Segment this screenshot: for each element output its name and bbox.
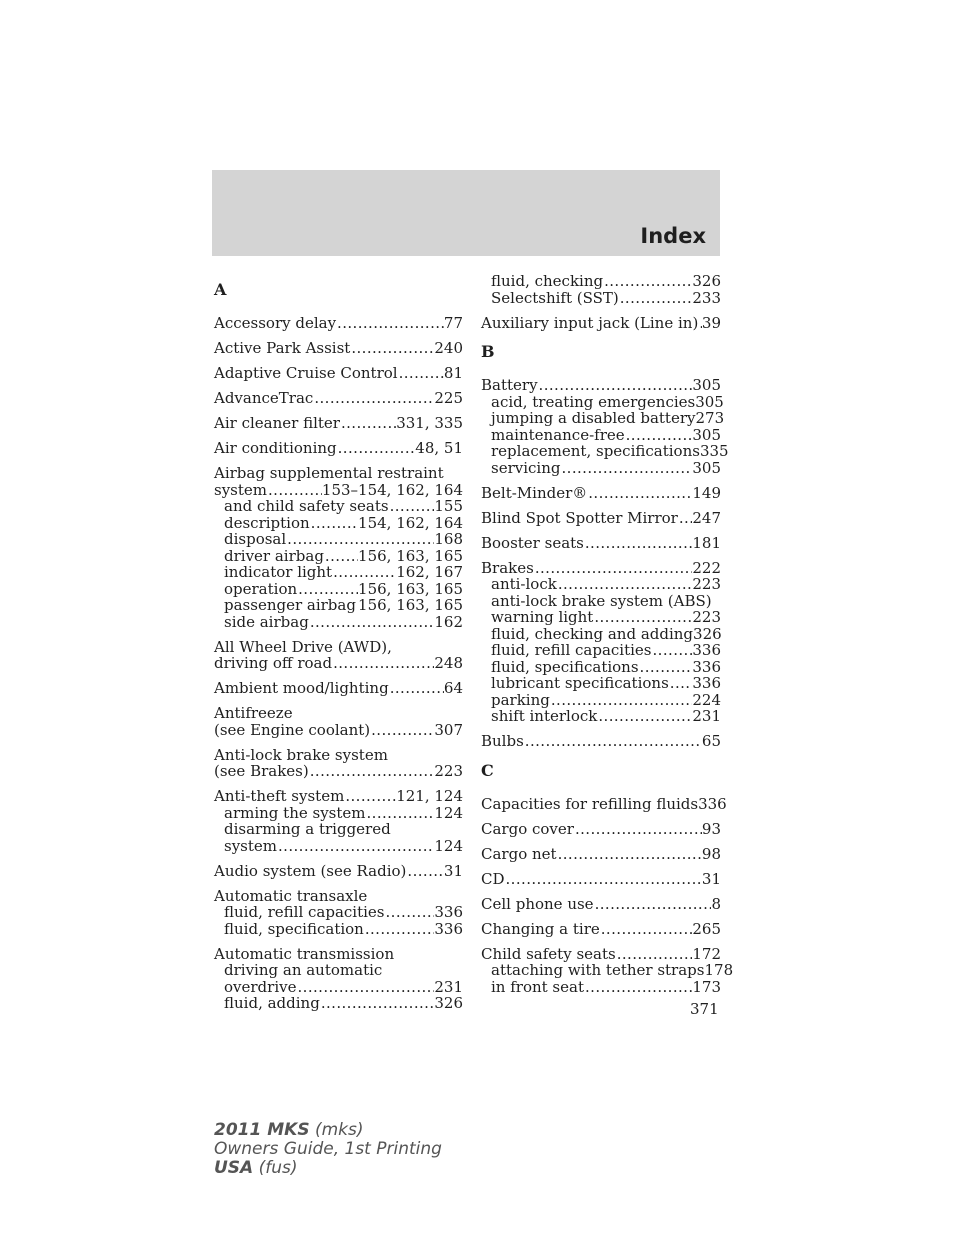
entry-page-ref: 305: [692, 458, 721, 477]
entry-page-ref: 335: [699, 442, 729, 460]
entry-page-ref: 223: [434, 762, 463, 780]
index-column-right: [481, 272, 734, 1004]
index-entry: [481, 560, 721, 725]
dot-leader: [600, 921, 693, 938]
dot-leader: [505, 871, 702, 888]
index-subentry-line: [481, 460, 721, 477]
entry-page-ref: 155: [434, 497, 463, 515]
index-entry: [214, 315, 463, 332]
entry-term: Auxiliary input jack (Line in): [481, 313, 699, 332]
entry-term: disarming a triggered: [224, 820, 391, 838]
entry-term: Audio system (see Radio): [214, 861, 407, 880]
entry-term: warning light: [491, 608, 594, 626]
dot-leader: [267, 482, 322, 499]
dot-leader: [669, 675, 693, 692]
dot-leader: [332, 564, 396, 581]
footer-guide: Owners Guide, 1st Printing: [214, 1139, 442, 1159]
entry-page-ref: 173: [692, 977, 721, 996]
entry-term: Brakes: [481, 558, 534, 577]
entry-term: acid, treating emergencies: [491, 392, 696, 411]
entry-term: anti-lock brake system (ABS): [491, 591, 712, 610]
dot-leader: [344, 788, 396, 805]
dot-leader: [286, 531, 434, 548]
footer-market: USA: [214, 1158, 254, 1178]
dot-leader: [557, 846, 702, 863]
print-footer: [214, 1121, 442, 1178]
entry-term: side airbag: [224, 612, 309, 631]
entry-page-ref: 247: [692, 508, 721, 527]
dot-leader: [320, 995, 435, 1012]
entry-term: Adaptive Cruise Control: [214, 364, 398, 382]
entry-page-ref: 240: [434, 339, 463, 357]
index-entry-line: [481, 733, 721, 750]
dot-leader: [398, 365, 444, 382]
entry-page-ref: 223: [692, 575, 721, 593]
entry-term: operation: [224, 579, 298, 598]
entry-term: fluid, adding: [224, 994, 320, 1012]
index-entry-line: [214, 639, 463, 656]
index-entry: [214, 440, 463, 457]
index-entry: [481, 846, 721, 863]
index-entry-line: [481, 946, 721, 963]
index-entry: [481, 896, 721, 913]
index-entry: [214, 747, 463, 780]
index-entry-line: [214, 722, 463, 739]
entry-page-ref: 31: [701, 869, 721, 888]
index-subentry-line: [214, 564, 463, 581]
entry-term: fluid, refill capacities: [224, 903, 385, 921]
entry-term: Cargo net: [481, 844, 557, 863]
entry-term: attaching with tether straps: [491, 961, 705, 979]
entry-term: arming the system: [224, 803, 366, 822]
entry-term: jumping a disabled battery: [491, 409, 696, 427]
index-entry-line: [214, 415, 463, 432]
entry-term: AdvanceTrac: [214, 389, 314, 407]
index-entry-line: [214, 482, 463, 499]
dot-leader: [587, 485, 692, 502]
entry-page-ref: 233: [692, 288, 721, 307]
dot-leader: [385, 904, 435, 921]
dot-leader: [574, 821, 702, 838]
index-subentry-line: [214, 995, 463, 1012]
dot-leader: [340, 415, 396, 432]
entry-page-ref: 98: [701, 844, 721, 863]
entry-page-ref: 223: [692, 608, 721, 626]
index-entry: [481, 921, 721, 938]
entry-page-ref: 305: [692, 376, 721, 394]
entry-page-ref: 231: [434, 977, 463, 996]
entry-term: Air cleaner filter: [214, 414, 340, 432]
index-subentry-line: [214, 805, 463, 822]
dot-leader: [616, 946, 693, 963]
entry-term: Accessory delay: [214, 314, 337, 332]
index-entry-line: [214, 946, 463, 963]
entry-page-ref: 64: [443, 679, 463, 697]
index-letter-heading: C: [481, 760, 494, 780]
index-entry: [481, 315, 721, 332]
entry-page-ref: 225: [434, 389, 463, 407]
entry-term: Automatic transmission: [214, 944, 395, 963]
entry-page-ref: 124: [434, 836, 463, 855]
index-entry: [214, 465, 463, 630]
entry-page-ref: 162: [434, 612, 463, 631]
entry-page-ref: 124: [434, 803, 463, 822]
dot-leader: [297, 581, 358, 598]
section-tab: [212, 170, 720, 256]
index-entry-line: [214, 390, 463, 407]
index-entry: [214, 863, 463, 880]
index-entry: [214, 705, 463, 738]
index-subentry-line: [481, 961, 734, 979]
entry-term: (see Engine coolant): [214, 720, 371, 739]
entry-term: Child safety seats: [481, 944, 616, 963]
dot-leader: [309, 763, 435, 780]
entry-page-ref: 162, 167: [396, 563, 463, 581]
entry-term: servicing: [491, 458, 561, 477]
entry-term: system: [214, 480, 267, 499]
dot-leader: [337, 440, 416, 457]
index-entry: [214, 946, 463, 1012]
entry-page-ref: 39: [701, 313, 721, 332]
index-entry-line: [481, 485, 721, 502]
index-entry-line: [214, 888, 463, 905]
index-entry-line: [214, 315, 463, 332]
dot-leader: [313, 390, 434, 407]
entry-term: Anti-lock brake system: [214, 745, 388, 764]
dot-leader: [550, 692, 692, 709]
index-entry-line: [481, 560, 721, 577]
entry-term: Battery: [481, 376, 538, 394]
entry-term: Ambient mood/lighting: [214, 679, 389, 697]
entry-term: fluid, specification: [224, 919, 364, 938]
dot-leader: [389, 680, 444, 697]
dot-leader: [639, 659, 693, 676]
index-entry: [214, 340, 463, 357]
index-letter-heading: A: [214, 280, 227, 299]
index-entry: [481, 794, 727, 813]
dot-leader: [560, 460, 692, 477]
dot-leader: [698, 315, 702, 332]
index-entry-line: [481, 846, 721, 863]
index-entry-line: [214, 680, 463, 697]
entry-term: Bulbs: [481, 732, 524, 750]
entry-term: (see Brakes): [214, 762, 309, 780]
index-subentry-line: [481, 290, 721, 307]
index-entry: [214, 365, 463, 382]
dot-leader: [336, 315, 444, 332]
entry-page-ref: 336: [692, 641, 721, 659]
entry-page-ref: 336: [692, 674, 721, 692]
index-subentry-line: [214, 597, 463, 614]
index-entry-line: [481, 896, 721, 913]
dot-leader: [309, 614, 435, 631]
dot-leader: [356, 597, 358, 614]
entry-page-ref: 154, 162, 164: [358, 513, 463, 532]
index-entry: [214, 788, 463, 854]
entry-page-ref: 231: [692, 707, 721, 725]
dot-leader: [370, 722, 434, 739]
index-subentry-line: [214, 498, 463, 515]
entry-term: Belt-Minder®: [481, 483, 588, 502]
index-entry-line: [214, 465, 463, 482]
index-entry: [481, 871, 721, 888]
entry-page-ref: 168: [434, 530, 463, 548]
index-subentry-line: [214, 581, 463, 598]
index-entry: [481, 944, 734, 996]
dot-leader: [538, 377, 693, 394]
entry-term: Capacities for refilling fluids: [481, 794, 699, 813]
entry-term: disposal: [224, 530, 287, 548]
index-subentry-line: [481, 692, 721, 709]
index-entry-line: [481, 377, 721, 394]
footer-model: 2011 MKS: [214, 1120, 310, 1140]
index-entry-line: [481, 510, 721, 527]
entry-term: CD: [481, 869, 505, 888]
dot-leader: [619, 290, 693, 307]
dot-leader: [350, 340, 434, 357]
entry-term: replacement, specifications: [491, 442, 700, 460]
entry-term: Cell phone use: [481, 894, 594, 913]
index-entry: [481, 733, 721, 750]
entry-page-ref: 48, 51: [415, 439, 463, 457]
entry-page-ref: 326: [692, 272, 721, 290]
entry-term: lubricant specifications: [491, 674, 669, 692]
index-subentry-line: [481, 626, 721, 643]
dot-leader: [364, 921, 435, 938]
index-entry-line: [214, 655, 463, 672]
index-entry-line: [481, 821, 721, 838]
entry-page-ref: 326: [693, 624, 722, 643]
entry-page-ref: 305: [695, 392, 724, 411]
entry-page-ref: 181: [692, 533, 721, 552]
entry-page-ref: 149: [692, 483, 721, 502]
dot-leader: [389, 498, 435, 515]
dot-leader: [594, 896, 712, 913]
index-entry-line: [214, 365, 463, 382]
dot-leader: [593, 609, 692, 626]
entry-term: Anti-theft system: [214, 787, 345, 805]
dot-leader: [406, 863, 444, 880]
index-subentry-line: [481, 576, 721, 593]
entry-term: in front seat: [491, 977, 584, 996]
dot-leader: [534, 560, 693, 577]
index-subentry-line: [481, 442, 729, 460]
index-entry: [214, 680, 463, 697]
entry-term: Blind Spot Spotter Mirror: [481, 508, 678, 527]
index-entry: [481, 273, 721, 306]
index-entry-line: [214, 340, 463, 357]
dot-leader: [584, 535, 692, 552]
entry-term: fluid, refill capacities: [491, 641, 652, 659]
entry-page-ref: 156, 163, 165: [358, 579, 463, 598]
index-subentry-line: [481, 427, 721, 444]
index-entry: [481, 535, 721, 552]
entry-page-ref: 305: [692, 425, 721, 444]
index-entry-line: [214, 763, 463, 780]
entry-term: Booster seats: [481, 533, 584, 552]
entry-page-ref: 156, 163, 165: [358, 546, 463, 565]
index-entry-line: [481, 921, 721, 938]
entry-page-ref: 172: [692, 944, 721, 963]
entry-page-ref: 265: [692, 919, 721, 938]
entry-term: driving off road: [214, 654, 333, 672]
entry-term: Selectshift (SST): [491, 288, 619, 307]
index-entry-line: [214, 440, 463, 457]
index-entry-line: [214, 788, 463, 805]
dot-leader: [557, 576, 693, 593]
index-subentry-line: [214, 821, 463, 838]
index-entry: [214, 415, 463, 432]
index-entry: [481, 510, 721, 527]
index-subentry-line: [214, 515, 463, 532]
entry-term: Airbag supplemental restraint: [214, 464, 444, 482]
entry-term: Active Park Assist: [214, 339, 351, 357]
entry-page-ref: 93: [701, 819, 721, 838]
entry-page-ref: 178: [704, 961, 734, 979]
index-subentry-line: [214, 904, 463, 921]
entry-term: driving an automatic: [224, 961, 383, 979]
index-entry-line: [481, 794, 727, 813]
entry-term: overdrive: [224, 977, 297, 996]
index-subentry-line: [481, 409, 725, 427]
page-number: 371: [690, 1000, 719, 1018]
index-entry-line: [214, 747, 463, 764]
index-subentry-line: [214, 838, 463, 855]
entry-page-ref: 336: [698, 794, 727, 813]
index-subentry-line: [214, 921, 463, 938]
dot-leader: [324, 548, 358, 565]
entry-term: and child safety seats: [224, 497, 389, 515]
index-subentry-line: [481, 708, 721, 725]
dot-leader: [332, 655, 434, 672]
entry-term: shift interlock: [491, 707, 598, 725]
entry-term: parking: [491, 690, 550, 709]
index-entry-line: [481, 315, 721, 332]
dot-leader: [310, 515, 358, 532]
entry-page-ref: 248: [434, 654, 463, 672]
entry-page-ref: 77: [443, 314, 463, 332]
entry-term: Changing a tire: [481, 919, 600, 938]
index-entry-line: [481, 871, 721, 888]
index-subentry-line: [481, 675, 721, 692]
index-entry: [214, 390, 463, 407]
dot-leader: [603, 273, 692, 290]
dot-leader: [296, 979, 434, 996]
entry-term: indicator light: [224, 563, 333, 581]
entry-term: Cargo cover: [481, 819, 574, 838]
entry-page-ref: 31: [443, 861, 463, 880]
entry-page-ref: 121, 124: [396, 787, 463, 805]
dot-leader: [597, 708, 692, 725]
entry-page-ref: 81: [443, 364, 463, 382]
entry-page-ref: 273: [695, 409, 725, 427]
entry-term: All Wheel Drive (AWD),: [214, 637, 392, 656]
entry-term: fluid, checking: [491, 272, 604, 290]
footer-market-code: (fus): [258, 1158, 298, 1178]
entry-term: fluid, specifications: [491, 657, 639, 676]
index-column-left: [214, 275, 463, 1020]
entry-term: driver airbag: [224, 546, 324, 565]
footer-model-code: (mks): [314, 1120, 364, 1140]
index-subentry-line: [214, 614, 463, 631]
dot-leader: [277, 838, 434, 855]
dot-leader: [584, 979, 692, 996]
index-subentry-line: [481, 659, 721, 676]
entry-page-ref: 8: [711, 894, 721, 913]
entry-page-ref: 336: [692, 657, 721, 676]
index-subentry-line: [214, 962, 463, 979]
entry-term: Antifreeze: [214, 704, 293, 722]
index-entry: [481, 821, 721, 838]
entry-term: system: [224, 836, 277, 855]
dot-leader: [625, 427, 693, 444]
index-entry-line: [481, 535, 721, 552]
section-title: Index: [640, 224, 706, 248]
index-subentry-line: [214, 531, 463, 548]
index-subentry-line: [481, 609, 721, 626]
entry-page-ref: 336: [434, 919, 463, 938]
index-subentry-line: [481, 642, 721, 659]
entry-term: Air conditioning: [214, 439, 337, 457]
dot-leader: [678, 510, 693, 527]
entry-term: Automatic transaxle: [214, 886, 368, 905]
entry-page-ref: 65: [701, 732, 721, 750]
entry-page-ref: 336: [434, 903, 463, 921]
entry-page-ref: 153–154, 162, 164: [321, 480, 463, 499]
index-subentry-line: [214, 979, 463, 996]
entry-term: description: [224, 513, 310, 532]
entry-page-ref: 222: [692, 558, 721, 577]
dot-leader: [652, 642, 693, 659]
index-entry: [481, 485, 721, 502]
index-letter-heading: B: [481, 342, 495, 361]
entry-term: maintenance-free: [491, 425, 625, 444]
entry-page-ref: 224: [692, 690, 721, 709]
index-subentry-line: [481, 979, 721, 996]
entry-page-ref: 326: [434, 994, 463, 1012]
entry-term: passenger airbag: [224, 596, 356, 614]
dot-leader: [524, 733, 702, 750]
index-entry-line: [214, 863, 463, 880]
entry-page-ref: 331, 335: [396, 414, 463, 432]
index-subentry-line: [481, 273, 721, 290]
index-entry: [481, 376, 729, 477]
entry-term: anti-lock: [491, 575, 557, 593]
index-entry-line: [214, 705, 463, 722]
index-entry: [214, 639, 463, 672]
index-subentry-line: [481, 392, 724, 411]
index-entry: [214, 888, 463, 938]
index-subentry-line: [481, 593, 721, 610]
dot-leader: [366, 805, 435, 822]
entry-page-ref: 156, 163, 165: [358, 596, 463, 614]
index-subentry-line: [214, 548, 463, 565]
entry-term: fluid, checking and adding: [491, 624, 694, 643]
entry-page-ref: 307: [434, 720, 463, 739]
